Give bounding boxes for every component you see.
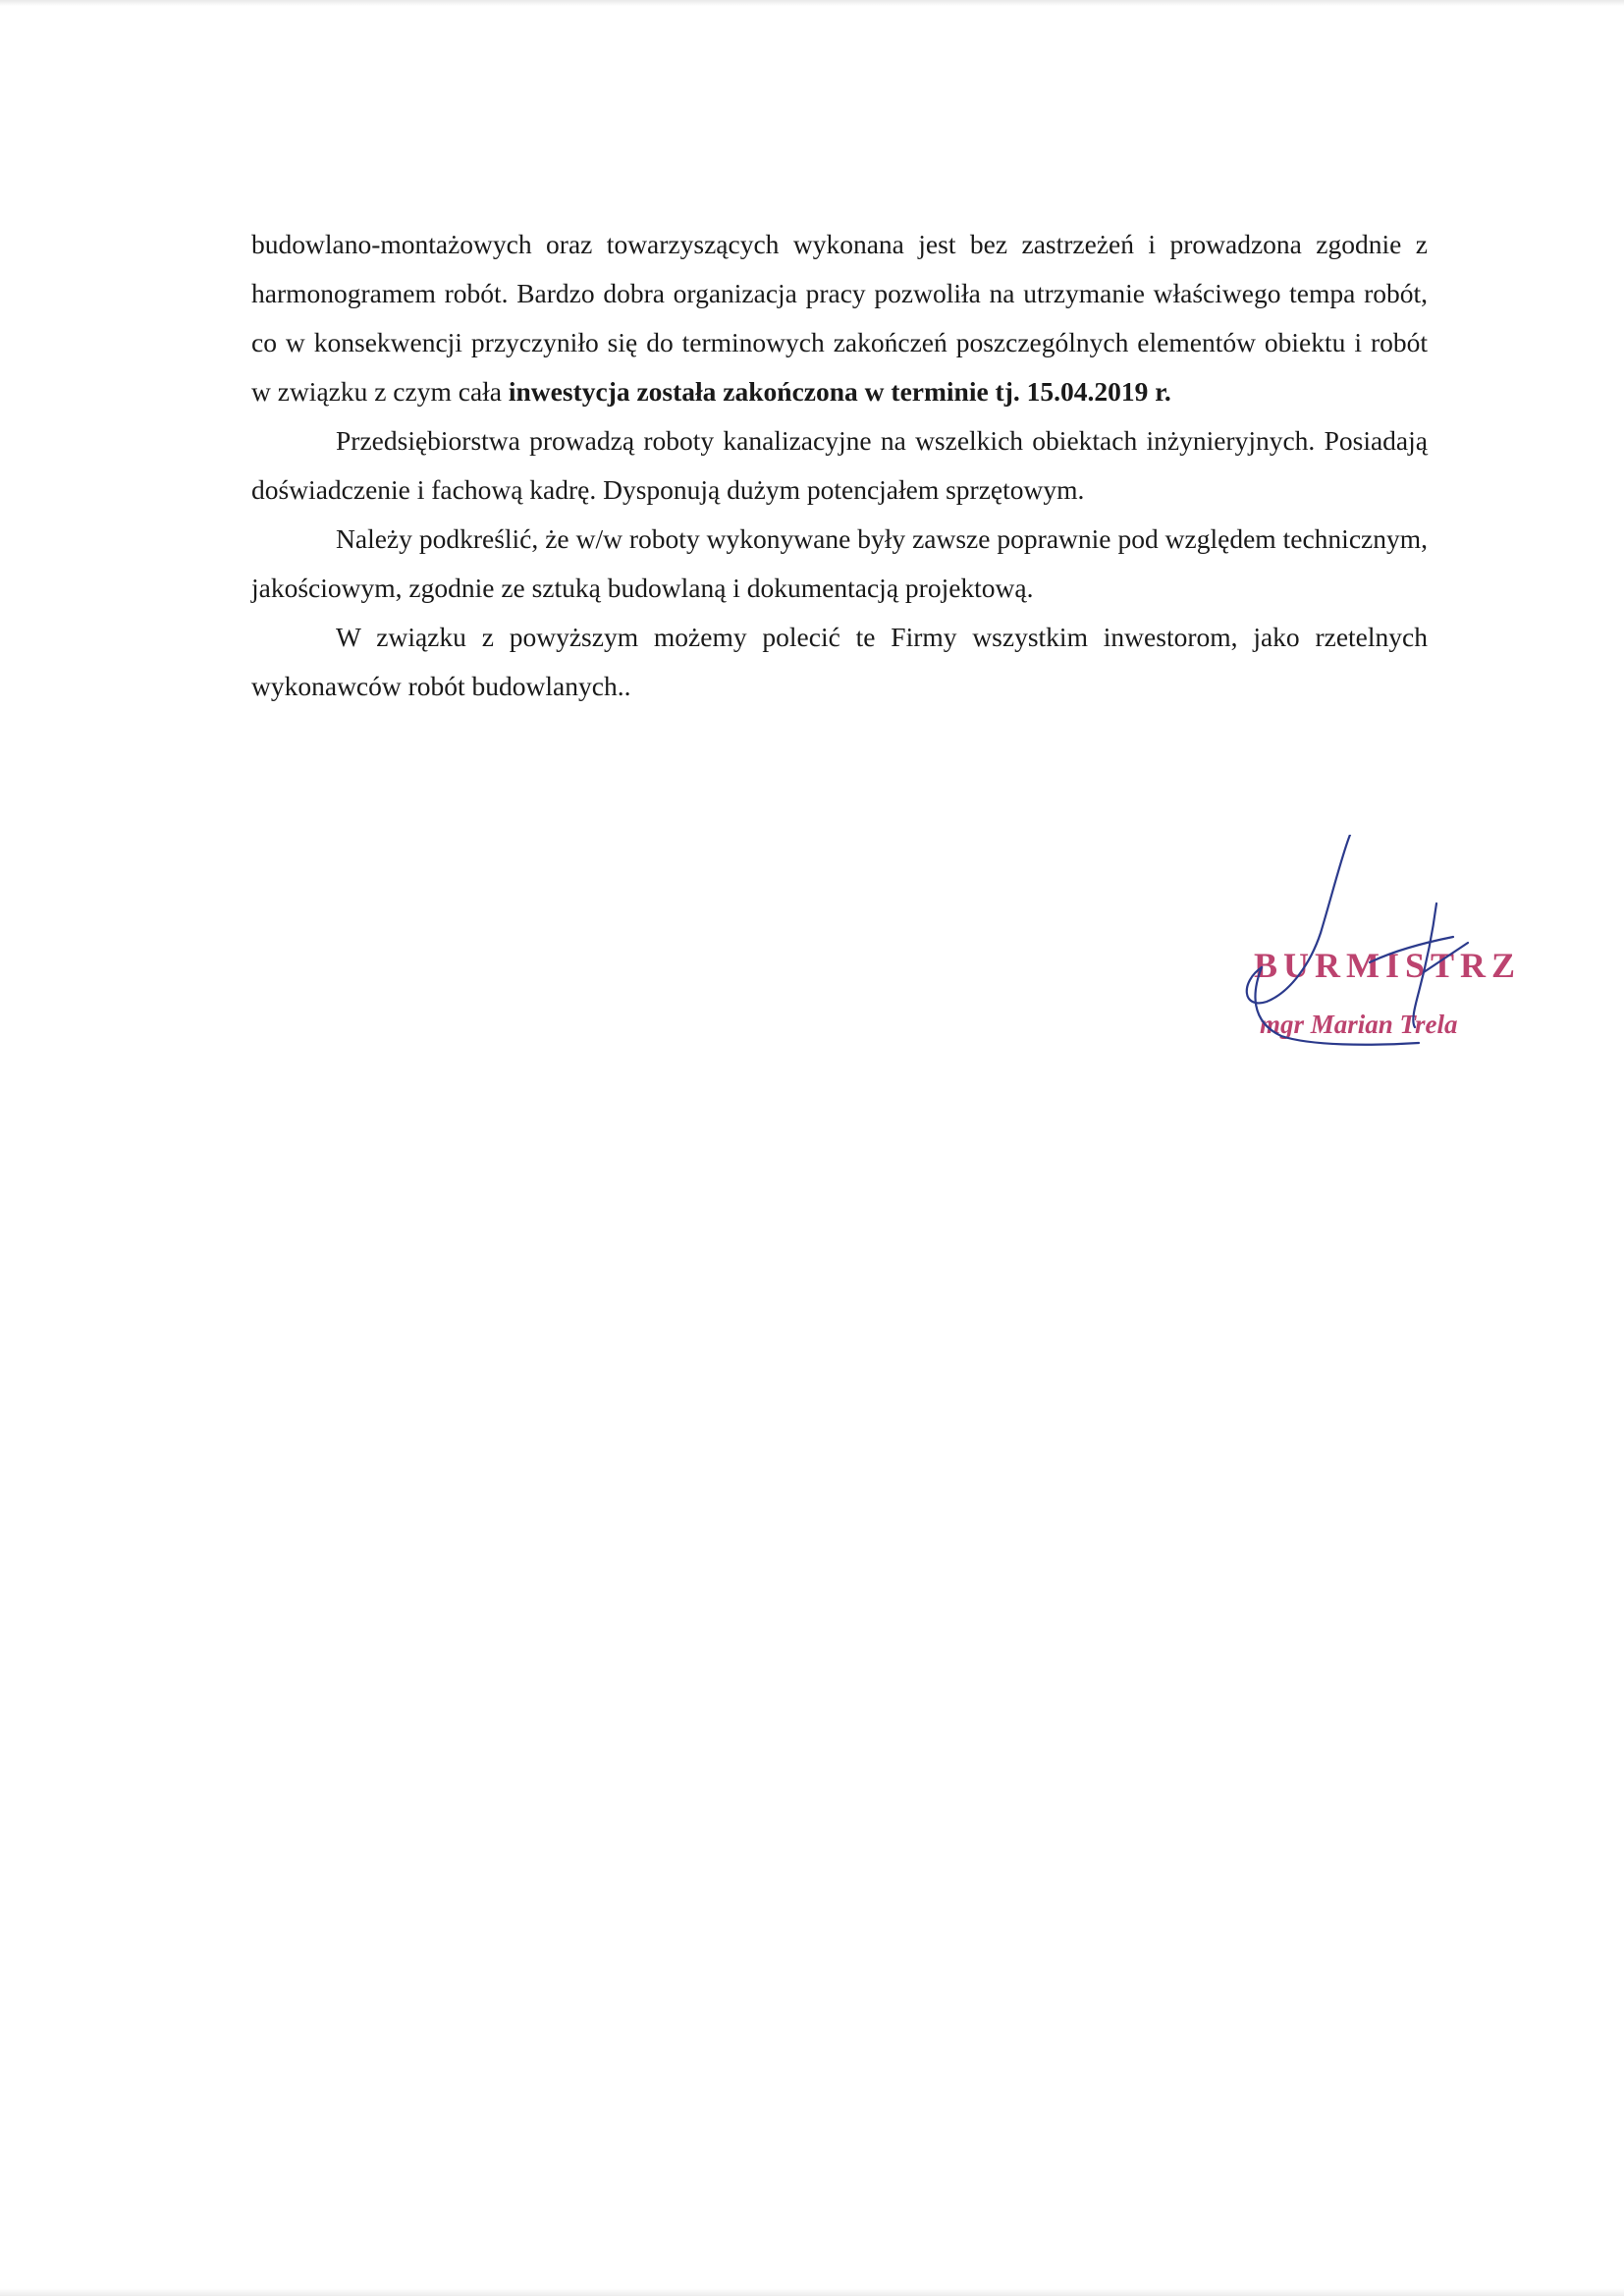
completion-date-statement: inwestycja została zakończona w terminie tj. 15.04.2019 r.: [508, 376, 1171, 407]
stamp-name: mgr Marian Trela: [1260, 1010, 1458, 1039]
paragraph-progress: [251, 220, 1428, 416]
letter-body: [251, 220, 1428, 711]
scan-edge-top: [0, 0, 1624, 6]
paragraph-capabilities: Przedsiębiorstwa prowadzą roboty kanalizacyjne na wszelkich obiektach inżynieryjnych. Posiadają doświadczenie i fachową kadrę. Dysponują dużym potencjałem sprzętowym.: [251, 425, 1428, 505]
stamp-title: BURMISTRZ: [1254, 946, 1522, 985]
paragraph-progress-text: budowlano-montażowych oraz towarzyszących wykonana jest bez zastrzeżeń i prowadzona zgodnie z harmonogramem robót. Bardzo dobra organizacja pracy pozwoliła na utrzymanie właściwego tempa robót, co w konsekwencji przyczyniło się do terminowych zakończeń poszczególnych elementów obiektu i robót w związku z czym cała: [251, 229, 1428, 407]
paragraph-recommendation: W związku z powyższym możemy polecić te Firmy wszystkim inwestorom, jako rzetelnych wykonawców robót budowlanych..: [251, 622, 1428, 701]
paragraph-quality: Należy podkreślić, że w/w roboty wykonywane były zawsze poprawnie pod względem technicznym, jakościowym, zgodnie ze sztuką budowlaną i dokumentacją projektową.: [251, 523, 1428, 603]
scan-edge-bottom: [0, 2288, 1624, 2296]
handwritten-signature: [1222, 835, 1517, 1061]
signature-block: [1222, 835, 1522, 1061]
